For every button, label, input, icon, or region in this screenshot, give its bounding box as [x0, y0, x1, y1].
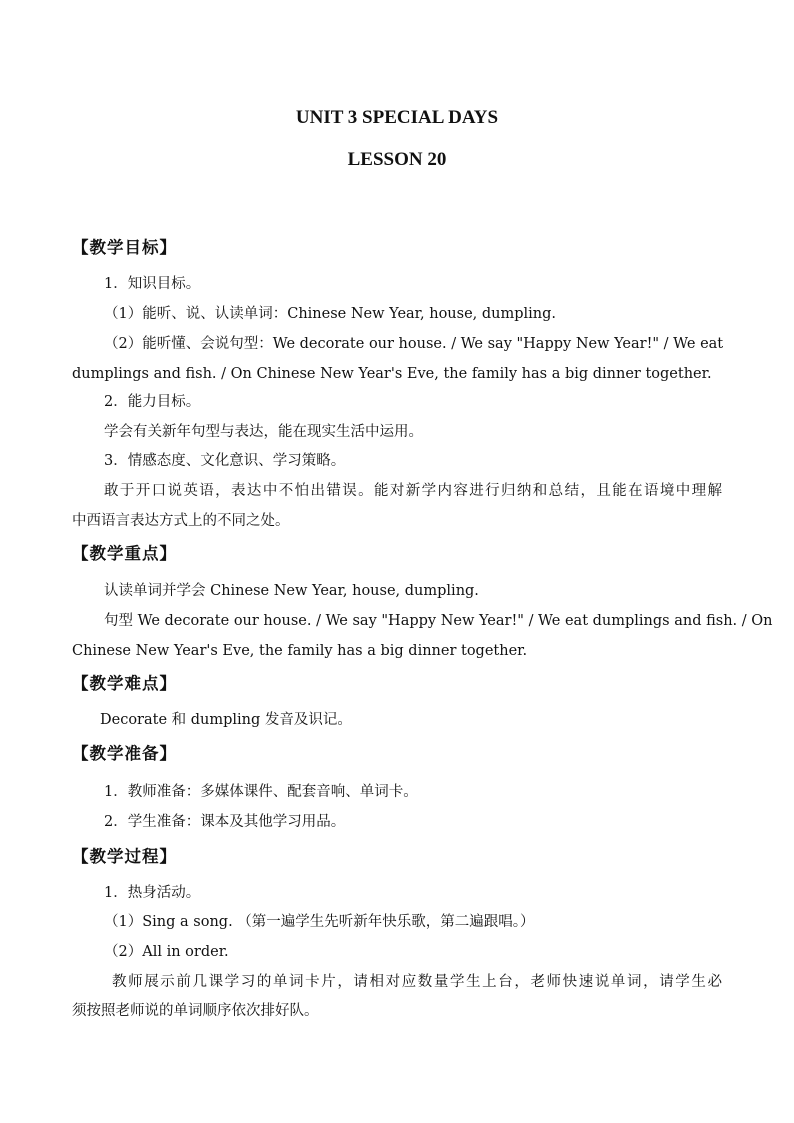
difficulties-heading: 【教学难点】: [72, 674, 177, 693]
key-points-sentences-line2: Chinese New Year's Eve, the family has a big dinner together.: [72, 643, 528, 659]
process-description-line1: 教师展示前几课学习的单词卡片，请相对应数量学生上台，老师快速说单词，请学生必: [112, 974, 722, 990]
unit-title: UNIT 3 SPECIAL DAYS: [295, 107, 499, 128]
emotion-goal-text-line2: 中西语言表达方式上的不同之处。: [72, 513, 290, 529]
knowledge-goal-2-line2: dumplings and fish. / On Chinese New Year's Eve, the family has a big dinner together.: [72, 366, 712, 382]
difficulties-text: Decorate 和 dumpling 发音及识记。: [100, 712, 352, 728]
warmup-sing-song: （1）Sing a song. （第一遍学生先听新年快乐歌，第二遍跟唱。）: [104, 914, 535, 930]
knowledge-goal-1: （1）能听、说、认读单词：Chinese New Year, house, dumpling.: [104, 306, 557, 322]
key-points-heading: 【教学重点】: [72, 544, 177, 563]
process-heading: 【教学过程】: [72, 847, 177, 866]
emotion-goal: 3．情感态度、文化意识、学习策略。: [104, 453, 346, 469]
warmup-step: 1．热身活动。: [104, 885, 201, 901]
student-preparation: 2．学生准备：课本及其他学习用品。: [104, 814, 346, 830]
ability-goal-text: 学会有关新年句型与表达，能在现实生活中运用。: [104, 424, 423, 440]
knowledge-goal-2-line1: （2）能听懂、会说句型：We decorate our house. / We say "Happy New Year!" / We eat: [104, 336, 724, 352]
teacher-preparation: 1．教师准备：多媒体课件、配套音响、单词卡。: [104, 784, 418, 800]
key-points-sentences-line1: 句型 We decorate our house. / We say "Happy New Year!" / We eat dumplings and fish. / On: [104, 613, 773, 629]
warmup-all-in-order: （2）All in order.: [104, 944, 229, 960]
knowledge-goal: 1．知识目标。: [104, 276, 201, 292]
ability-goal: 2．能力目标。: [104, 394, 201, 410]
objectives-heading: 【教学目标】: [72, 238, 177, 257]
process-description-line2: 须按照老师说的单词顺序依次排好队。: [72, 1003, 319, 1019]
preparation-heading: 【教学准备】: [72, 744, 177, 763]
lesson-title: LESSON 20: [347, 149, 447, 170]
key-points-words: 认读单词并学会 Chinese New Year, house, dumpling.: [104, 583, 479, 599]
emotion-goal-text-line1: 敢于开口说英语，表达中不怕出错误。能对新学内容进行归纳和总结，且能在语境中理解: [104, 483, 722, 499]
